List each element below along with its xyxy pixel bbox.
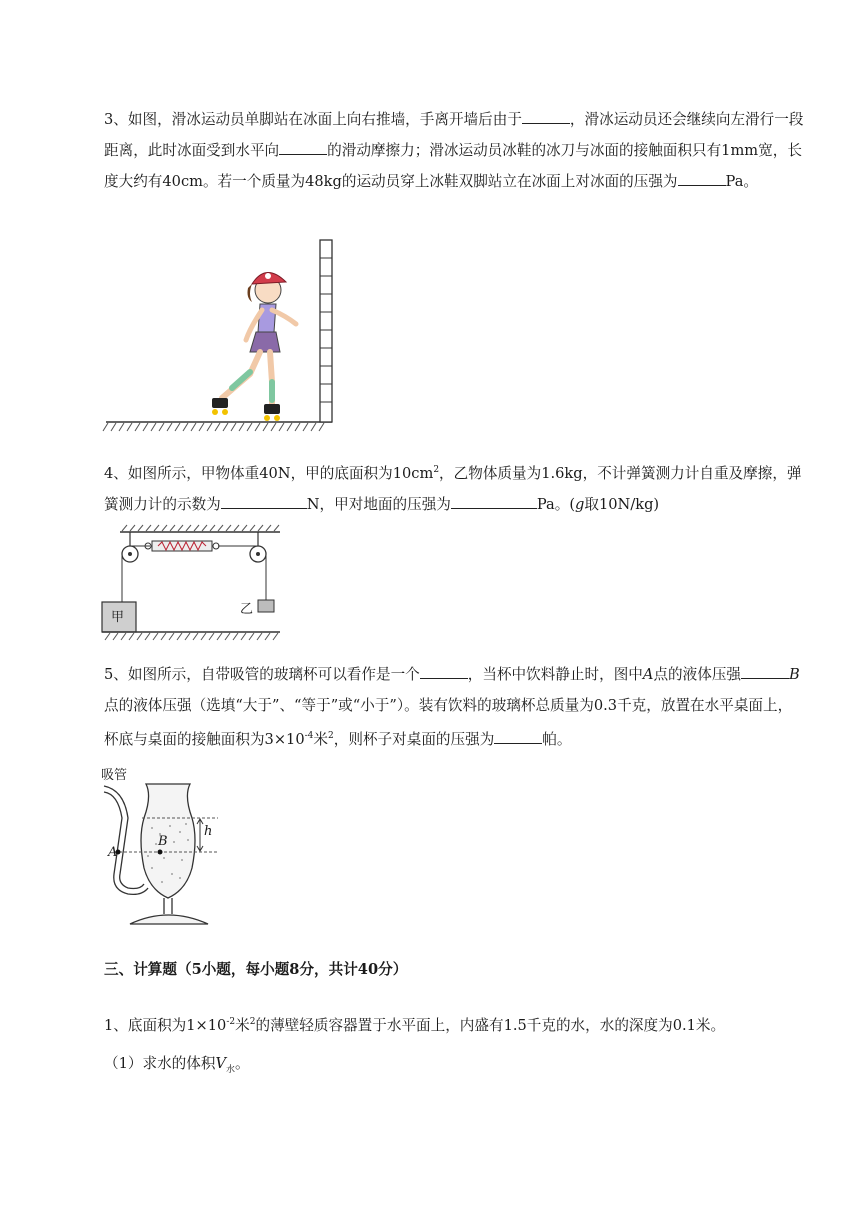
label-straw: 吸管	[101, 768, 128, 783]
calc-question-1: 1、底面积为$1\times 10^{-2}$米$^2$的薄壁轻质容器置于水平面上，内盛有1.5千克的水，水的深度为0.1米。	[104, 1016, 726, 1034]
pulley-figure	[100, 522, 285, 644]
glass-figure	[100, 778, 230, 928]
label-h: h	[204, 824, 213, 839]
answer-blank[interactable]	[420, 661, 468, 679]
label-point-a: A	[108, 845, 118, 860]
label-jia: 甲	[111, 610, 125, 625]
answer-blank[interactable]	[741, 661, 789, 679]
label-yi: 乙	[240, 602, 254, 617]
answer-blank[interactable]	[522, 106, 570, 124]
question-3-text: 3、如图，滑冰运动员单脚站在冰面上向右推墙，手离开墙后由于 ，滑冰运动员还会继续向左滑行一段距离，此时冰面受到水平向 的滑动摩擦力；滑冰运动员冰鞋的冰刀与冰面的接触面积只有1mm宽，长度大约有40cm。若一个质量为48kg的运动员穿上冰鞋双脚站立在冰面上对冰面的压强为 Pa。	[104, 104, 804, 197]
answer-blank[interactable]	[279, 137, 327, 155]
answer-blank[interactable]	[451, 491, 537, 509]
question-5-text: 5、如图所示，自带吸管的玻璃杯可以看作是一个 ，当杯中饮料静止时，图中A点的液体压强 B点的液体压强（选填“大于”、“等于”或“小于”）。装有饮料的玻璃杯总质量为0.3千克，放置在水平桌面上，杯底与桌面的接触面积为$3\times 10^{-4}$米$^2$，则杯子对桌面的压强为 帕。	[104, 659, 804, 755]
skater-figure	[100, 232, 340, 436]
answer-blank[interactable]	[221, 491, 307, 509]
label-point-b: B	[158, 834, 168, 849]
question-4-text: 4、如图所示，甲物体重40N，甲的底面积为$10cm^2$，乙物体质量为1.6kg，不计弹簧测力计自重及摩擦，弹簧测力计的示数为 N，甲对地面的压强为 Pa。(g取10N/kg)	[104, 464, 802, 513]
answer-blank[interactable]	[494, 726, 542, 744]
section-title: 三、计算题（5小题，每小题8分，共计40分）	[104, 961, 408, 978]
calc-question-1-part-1: （1）求水的体积$V_水$。	[104, 1055, 250, 1075]
answer-blank[interactable]	[678, 168, 726, 186]
